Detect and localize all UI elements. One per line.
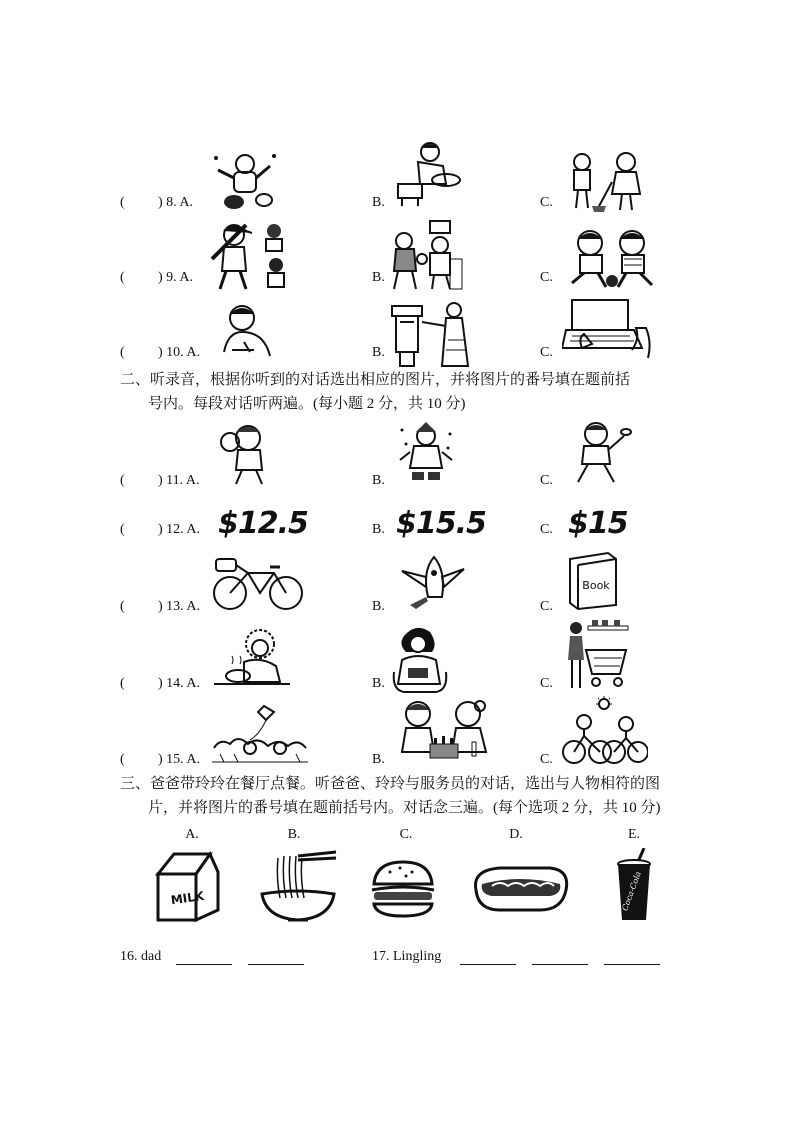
answer-blank[interactable] <box>460 964 516 965</box>
food-label-b: B. <box>287 827 301 842</box>
question-number: ) 9. A. <box>158 270 193 285</box>
section-2-title-line-1: 二、听录音，根据你听到的对话选出相应的图片，并将图片的番号填在题前括 <box>120 372 631 388</box>
mother-knitting-picture <box>390 622 450 694</box>
section-3-title <box>120 772 680 820</box>
option-c-label: C. <box>540 473 553 488</box>
child-in-snow-picture <box>396 422 458 486</box>
answer-blank[interactable] <box>604 964 660 965</box>
kids-sweeping-picture <box>562 148 652 214</box>
toy-plane-picture <box>398 553 468 613</box>
food-label-d: D. <box>509 827 523 842</box>
grandma-cooking-picture <box>210 626 294 692</box>
milk-carton-picture <box>152 850 224 922</box>
answer-bracket[interactable]: ( <box>120 195 125 210</box>
kids-riding-bikes-picture <box>562 696 648 768</box>
option-b-label: B. <box>372 270 385 285</box>
question-number: ) 13. A. <box>158 599 200 614</box>
cola-cup-picture <box>610 848 658 924</box>
kids-flying-kite-picture <box>210 704 310 766</box>
option-c-label: C. <box>540 676 553 691</box>
question-number: ) 15. A. <box>158 752 200 767</box>
answer-bracket[interactable]: ( <box>120 345 125 360</box>
answer-blank[interactable] <box>176 964 232 965</box>
astronaut-picture <box>210 150 280 212</box>
hamburger-picture <box>370 860 436 918</box>
question-number: ) 11. A. <box>158 473 200 488</box>
option-b-label: B. <box>372 195 385 210</box>
question-number: ) 14. A. <box>158 676 200 691</box>
answer-bracket[interactable]: ( <box>120 270 125 285</box>
option-b-label: B. <box>372 752 385 767</box>
answer-blank[interactable] <box>532 964 588 965</box>
book-picture <box>562 549 624 611</box>
answer-bracket[interactable]: ( <box>120 752 125 767</box>
answer-bracket[interactable]: ( <box>120 599 125 614</box>
answer-label-lingling: 17. Lingling <box>372 949 442 964</box>
food-label-c: C. <box>399 827 413 842</box>
section-2-title-line-2: 号内。每段对话听两遍。(每小题 2 分，共 10 分) <box>148 396 466 412</box>
option-c-label: C. <box>540 752 553 767</box>
bicycle-picture <box>210 555 306 611</box>
section-3-title-line-2: 片，并将图片的番号填在题前括号内。对话念三遍。(每个选项 2 分，共 10 分) <box>148 800 661 816</box>
option-b-label: B. <box>372 522 385 537</box>
option-b-label: B. <box>372 599 385 614</box>
food-label-e: E. <box>627 827 641 842</box>
answer-label-dad: 16. dad <box>120 949 162 964</box>
girl-washing-clothes-picture <box>388 140 468 208</box>
answer-bracket[interactable]: ( <box>120 676 125 691</box>
noodles-bowl-picture <box>258 848 338 924</box>
laptop-typing-picture <box>562 298 654 362</box>
hot-dog-picture <box>470 862 572 916</box>
basketball-players-picture <box>384 219 464 291</box>
cola-cup-text: Coca-Cola <box>620 870 643 913</box>
food-label-a: A. <box>185 827 199 842</box>
option-b-label: B. <box>372 473 385 488</box>
boy-with-cold-picture <box>214 422 274 486</box>
question-number: ) 8. A. <box>158 195 193 210</box>
baseball-players-picture <box>206 219 298 291</box>
question-number: ) 10. A. <box>158 345 200 360</box>
milk-carton-text: MILK <box>169 888 205 908</box>
option-b-label: B. <box>372 345 385 360</box>
book-cover-text: Book <box>582 579 610 592</box>
price-option-a: $12.5 <box>218 506 308 541</box>
section-2-title <box>120 368 680 416</box>
section-3-title-line-1: 三、爸爸带玲玲在餐厅点餐。听爸爸、玲玲与服务员的对话，选出与人物相符的图 <box>120 776 661 792</box>
option-c-label: C. <box>540 195 553 210</box>
boy-writing-picture <box>214 302 276 362</box>
option-c-label: C. <box>540 522 553 537</box>
price-option-c: $15 <box>568 506 628 541</box>
football-players-picture <box>566 227 658 289</box>
option-c-label: C. <box>540 270 553 285</box>
answer-bracket[interactable]: ( <box>120 522 125 537</box>
option-b-label: B. <box>372 676 385 691</box>
woman-shopping-picture <box>562 620 634 692</box>
question-number: ) 12. A. <box>158 522 200 537</box>
option-c-label: C. <box>540 599 553 614</box>
answer-blank[interactable] <box>248 964 304 965</box>
option-c-label: C. <box>540 345 553 360</box>
woman-posting-letter-picture <box>388 300 478 368</box>
boy-happy-picture <box>566 420 632 486</box>
answer-bracket[interactable]: ( <box>120 473 125 488</box>
price-option-b: $15.5 <box>396 506 486 541</box>
kids-playing-chess-picture <box>396 698 492 766</box>
